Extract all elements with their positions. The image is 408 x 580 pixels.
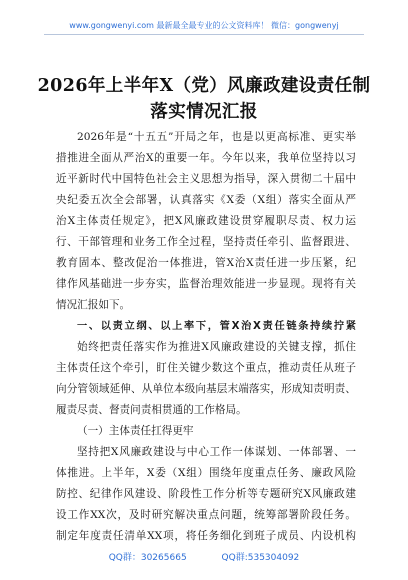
- footer-qq-group-1: QQ群：30265665: [108, 553, 187, 563]
- paragraph-line: 制定年度责任清单XX项，将任务细化到班子成员、内设机构: [56, 530, 356, 542]
- footer-qq-group-2: QQ群:535304092: [221, 553, 300, 563]
- document-body: [56, 127, 356, 547]
- document-title-line-2: 落实情况汇报: [150, 102, 258, 122]
- paragraph-line: 始终把责任落实作为推进X风廉政建设的关键支撑，抓住: [77, 341, 356, 353]
- paragraph-line: 央纪委五次全会部署，认真落实《X委（X组）落实全面从严: [56, 194, 356, 206]
- header-divider: [44, 34, 364, 35]
- paragraph-line: 教育固本、整改促治一体推进，管X治X责任进一步压紧，纪: [56, 257, 356, 269]
- paragraph-line: 向分管领域延伸、从单位本级向基层末端落实，形成知责明责、: [56, 383, 356, 395]
- paragraph-line: 行、干部管理和业务工作全过程，坚持责任牵引、监督跟进、: [56, 236, 356, 248]
- subsection-heading-1: （一）主体责任扛得更牢: [77, 425, 194, 437]
- paragraph-line: 履责尽责、督责问责相贯通的工作格局。: [56, 404, 247, 416]
- paragraph-line: 主体责任这个牵引，盯住关键少数这个重点，推动责任从班子: [56, 362, 356, 374]
- document-title-line-1: 2026年上半年X（党）风廉政建设责任制: [37, 76, 371, 96]
- section-heading-1: 一、以责立纲、以上率下，管X治X责任链条持续拧紧: [77, 321, 356, 332]
- paragraph-line: 2026年是“十五五”开局之年，也是以更高标准、更实举: [77, 131, 356, 143]
- paragraph-line: 防控、纪律作风建设、阶段性工作分析等专题研究X风廉政建: [56, 488, 356, 500]
- paragraph-line: 措推进全面从严治X的重要一年。今年以来，我单位坚持以习: [56, 152, 356, 164]
- footer-contact: [0, 550, 408, 563]
- paragraph-line: 坚持把X风廉政建设与中心工作一体谋划、一体部署、一: [77, 446, 356, 458]
- paragraph-line: 情况汇报如下。: [56, 299, 131, 311]
- paragraph-line: 近平新时代中国特色社会主义思想为指导，深入贯彻二十届中: [56, 173, 356, 185]
- paragraph-line: 律作风基础进一步夯实，监督治理效能进一步显现。现将有关: [56, 278, 356, 290]
- paragraph-line: 治X主体责任规定》，把X风廉政建设贯穿履职尽责、权力运: [56, 215, 356, 227]
- site-header-banner: www.gongwenyi.com 最新最全最专业的公文资料库！ 微信：gongwenyj: [69, 21, 339, 30]
- paragraph-line: 设工作XX次，及时研究解决重点问题，统筹部署阶段任务。: [56, 509, 356, 521]
- paragraph-line: 体推进。上半年，X委（X组）围绕年度重点任务、廉政风险: [56, 467, 356, 479]
